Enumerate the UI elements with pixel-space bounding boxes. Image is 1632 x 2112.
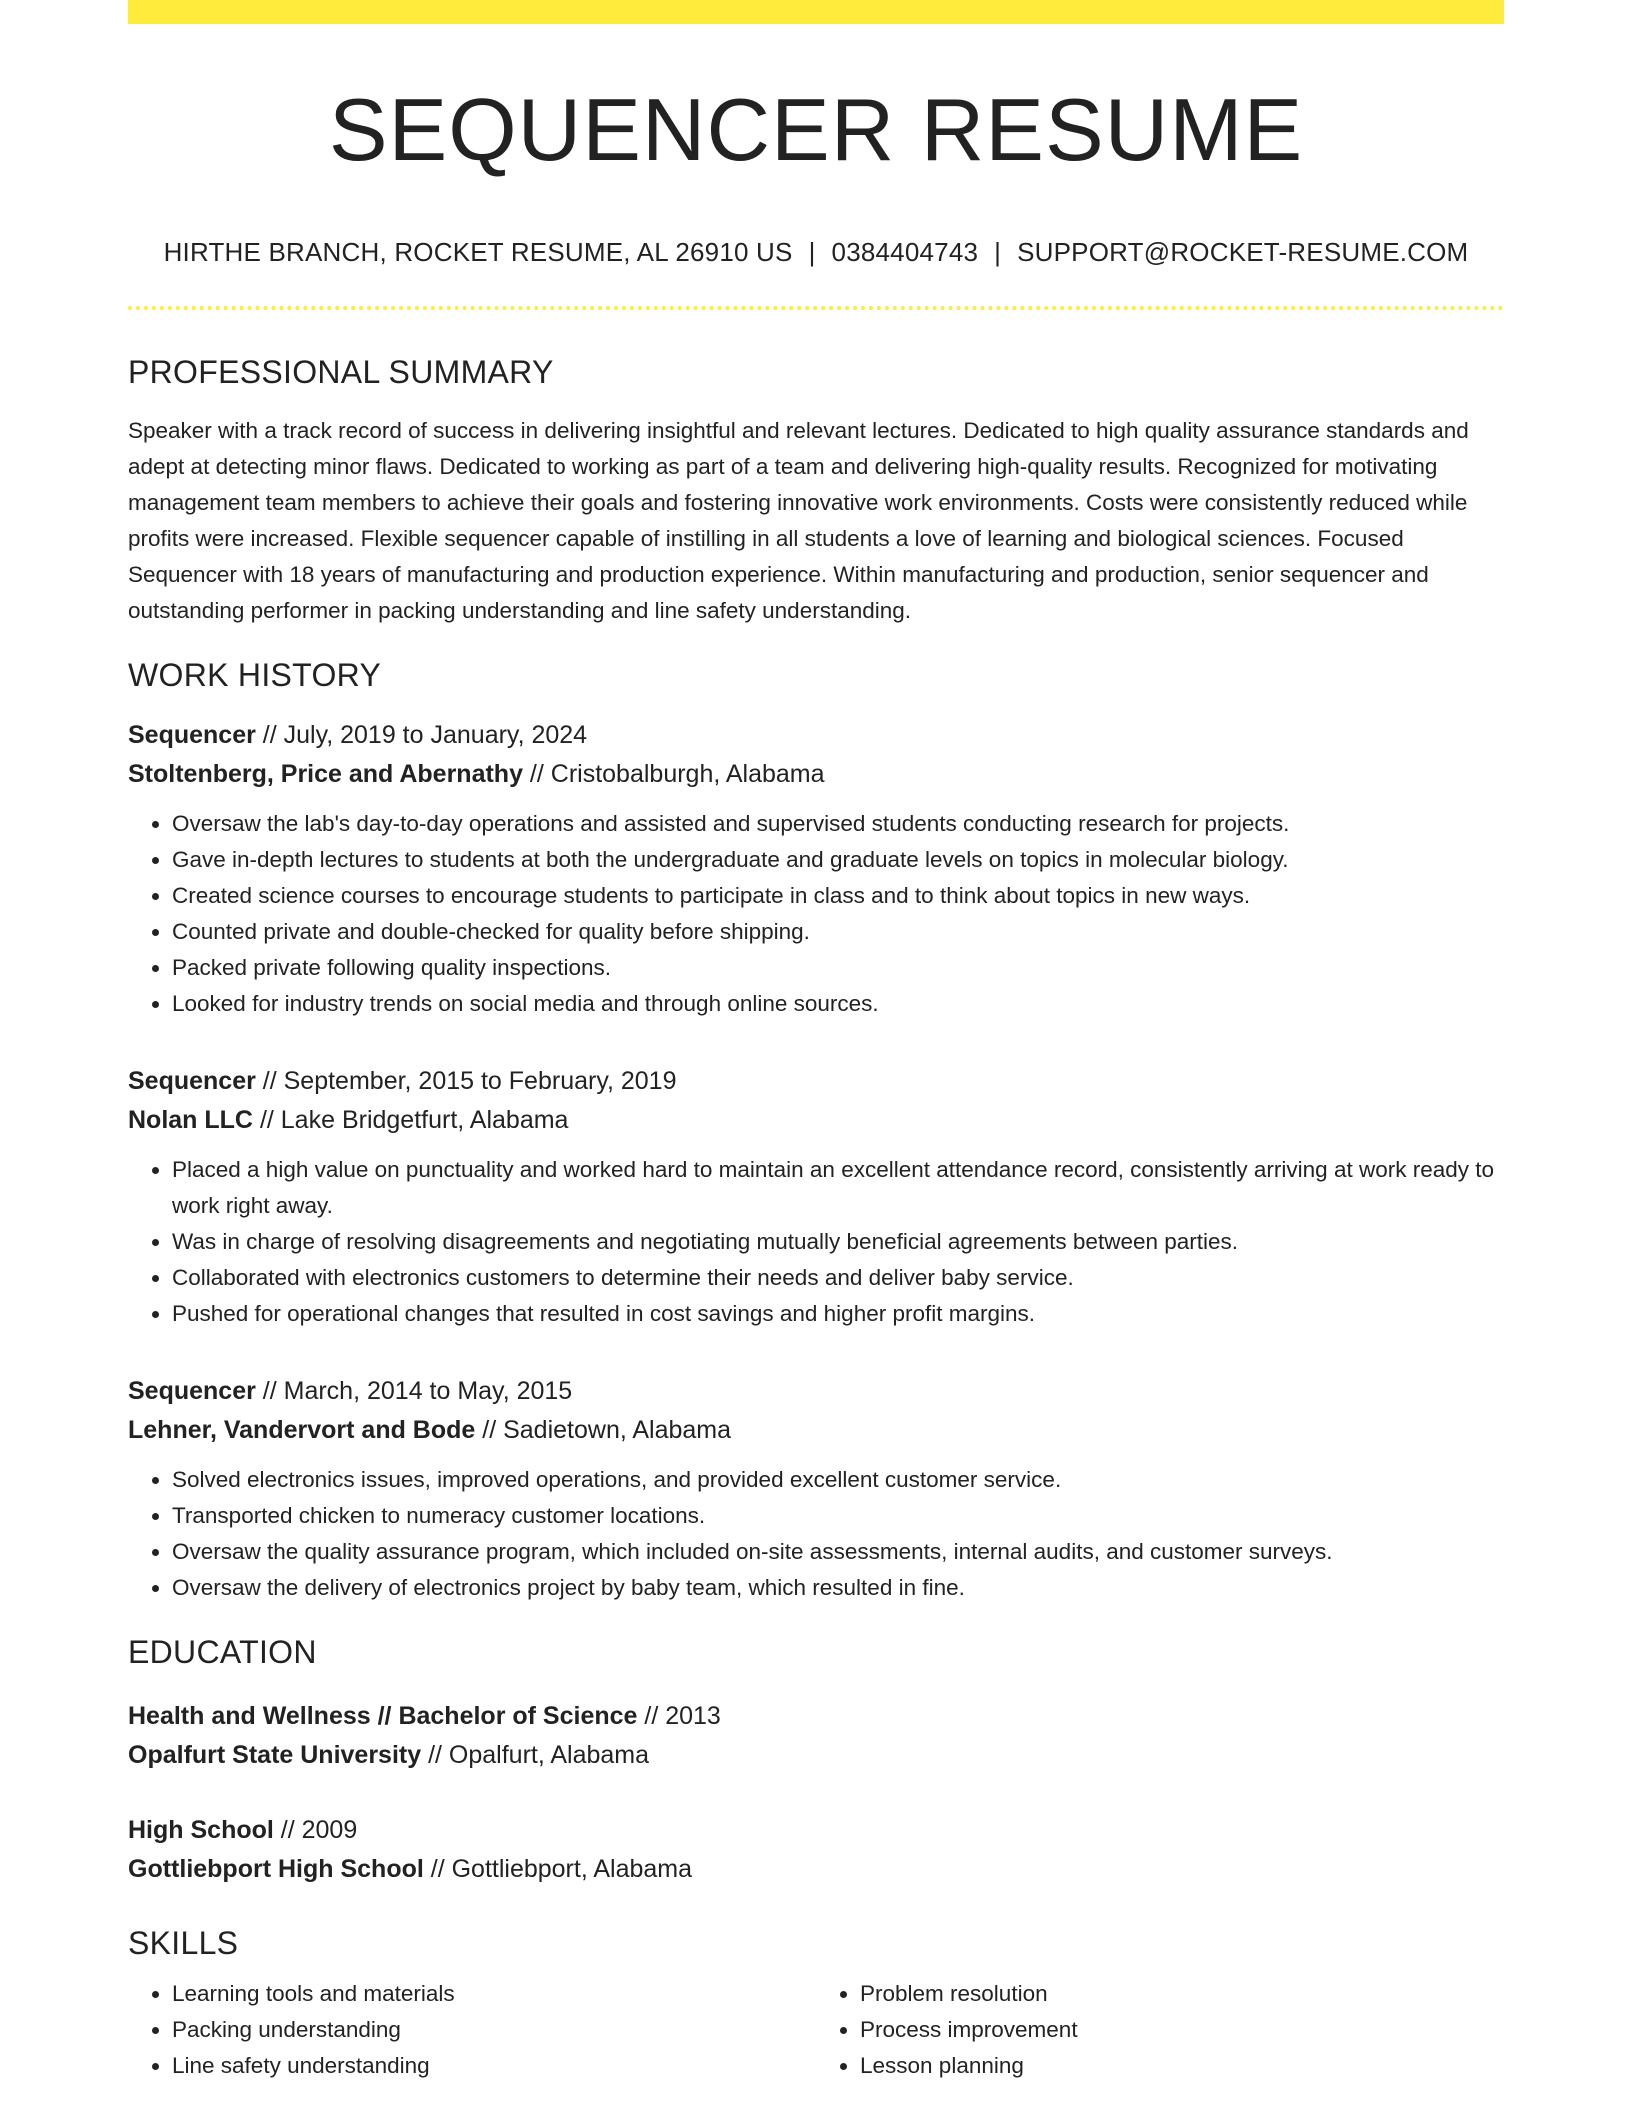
list-item: • Placed a high value on punctuality and worked hard to maintain an excellent attendance record, consistently arriving at work ready to work right away. — [172, 1152, 1504, 1224]
job-company: Nolan LLC — [128, 1105, 253, 1134]
list-item: • Solved electronics issues, improved operations, and provided excellent customer service. — [172, 1462, 1504, 1498]
list-item: • Pushed for operational changes that resulted in cost savings and higher profit margins. — [172, 1296, 1504, 1332]
list-item: • Oversaw the quality assurance program, which included on-site assessments, internal audits, and customer surveys. — [172, 1534, 1504, 1570]
list-item: • Line safety understanding — [172, 2048, 816, 2084]
education-year: // 2009 — [273, 1815, 358, 1844]
skills-left-list — [128, 1976, 816, 2084]
education-entry — [128, 1811, 1504, 1889]
job-entry — [128, 716, 1504, 1022]
job-location: // Lake Bridgetfurt, Alabama — [253, 1105, 569, 1134]
list-item: • Oversaw the delivery of electronics project by baby team, which resulted in fine. — [172, 1570, 1504, 1606]
resume-title: SEQUENCER RESUME — [328, 80, 1304, 179]
contact-address: HIRTHE BRANCH, ROCKET RESUME, AL 26910 US — [163, 236, 793, 267]
list-item: • Collaborated with electronics customers to determine their needs and deliver baby service. — [172, 1260, 1504, 1296]
contact-separator: | — [808, 236, 816, 267]
education-school: Opalfurt State University — [128, 1740, 422, 1769]
skills-columns — [128, 1976, 1504, 2084]
job-dates: // September, 2015 to February, 2019 — [255, 1066, 677, 1095]
job-company-line — [128, 1101, 1504, 1140]
job-role: Sequencer — [128, 1066, 256, 1095]
list-item: • Was in charge of resolving disagreements and negotiating mutually beneficial agreements between parties. — [172, 1224, 1504, 1260]
job-location: // Cristobalburgh, Alabama — [522, 759, 825, 788]
education-location: // Gottliebport, Alabama — [423, 1854, 693, 1883]
contact-line — [128, 237, 1504, 268]
contact-phone: 0384404743 — [831, 236, 979, 267]
list-item: • Packed private following quality inspections. — [172, 950, 1504, 986]
job-role: Sequencer — [128, 1376, 256, 1405]
job-role-line — [128, 1062, 1504, 1101]
contact-separator: | — [994, 236, 1002, 267]
section-title-skills: SKILLS — [128, 1924, 239, 1961]
list-item: • Looked for industry trends on social media and through online sources. — [172, 986, 1504, 1022]
job-company: Lehner, Vandervort and Bode — [128, 1415, 476, 1444]
education-degree: Health and Wellness // Bachelor of Science — [128, 1701, 638, 1730]
job-entry — [128, 1372, 1504, 1606]
list-item: • Transported chicken to numeracy customer locations. — [172, 1498, 1504, 1534]
list-item: • Packing understanding — [172, 2012, 816, 2048]
job-bullets — [128, 1462, 1504, 1606]
job-dates: // July, 2019 to January, 2024 — [255, 720, 588, 749]
job-company-line — [128, 1411, 1504, 1450]
job-role-line — [128, 1372, 1504, 1411]
resume-page — [128, 0, 1504, 2084]
accent-top-bar — [128, 0, 1504, 24]
job-location: // Sadietown, Alabama — [475, 1415, 732, 1444]
job-entry — [128, 1062, 1504, 1332]
list-item: • Lesson planning — [860, 2048, 1504, 2084]
list-item: • Problem resolution — [860, 1976, 1504, 2012]
list-item: • Gave in-depth lectures to students at both the undergraduate and graduate levels on topics in molecular biology. — [172, 842, 1504, 878]
education-entry — [128, 1697, 1504, 1775]
list-item: • Learning tools and materials — [172, 1976, 816, 2012]
education-year: // 2013 — [637, 1701, 721, 1730]
education-degree: High School — [128, 1815, 274, 1844]
job-bullets — [128, 806, 1504, 1022]
job-role: Sequencer — [128, 720, 256, 749]
job-role-line — [128, 716, 1504, 755]
contact-email: SUPPORT@ROCKET-RESUME.COM — [1017, 236, 1469, 267]
job-dates: // March, 2014 to May, 2015 — [255, 1376, 573, 1405]
education-school: Gottliebport High School — [128, 1854, 424, 1883]
education-school-line — [128, 1850, 1504, 1889]
list-item: • Created science courses to encourage students to participate in class and to think about topics in new ways. — [172, 878, 1504, 914]
list-item: • Oversaw the lab's day-to-day operations and assisted and supervised students conducting research for projects. — [172, 806, 1504, 842]
education-degree-line — [128, 1697, 1504, 1736]
summary-text: Speaker with a track record of success in delivering insightful and relevant lectures. Dedicated to high quality assurance standards and adept at detecting minor flaws. Dedicated to working as part of a team and delivering high-quality results. Recognized for motivating management team members to achieve their goals and fostering innovative work environments. Costs were consistently reduced while profits were increased. Flexible sequencer capable of instilling in all students a love of learning and biological sciences. Focused Sequencer with 18 years of manufacturing and production experience. Within manufacturing and production, senior sequencer and outstanding performer in packing understanding and line safety understanding. — [128, 417, 1469, 623]
job-company: Stoltenberg, Price and Abernathy — [128, 759, 523, 788]
section-title-education: EDUCATION — [128, 1633, 317, 1670]
job-company-line — [128, 755, 1504, 794]
education-school-line — [128, 1736, 1504, 1775]
dotted-divider — [128, 306, 1504, 310]
skills-right-list — [816, 1976, 1504, 2084]
list-item: • Counted private and double-checked for quality before shipping. — [172, 914, 1504, 950]
education-location: // Opalfurt, Alabama — [421, 1740, 650, 1769]
job-bullets — [128, 1152, 1504, 1332]
list-item: • Process improvement — [860, 2012, 1504, 2048]
section-title-summary: PROFESSIONAL SUMMARY — [128, 353, 554, 390]
section-title-work: WORK HISTORY — [128, 656, 382, 693]
education-degree-line — [128, 1811, 1504, 1850]
